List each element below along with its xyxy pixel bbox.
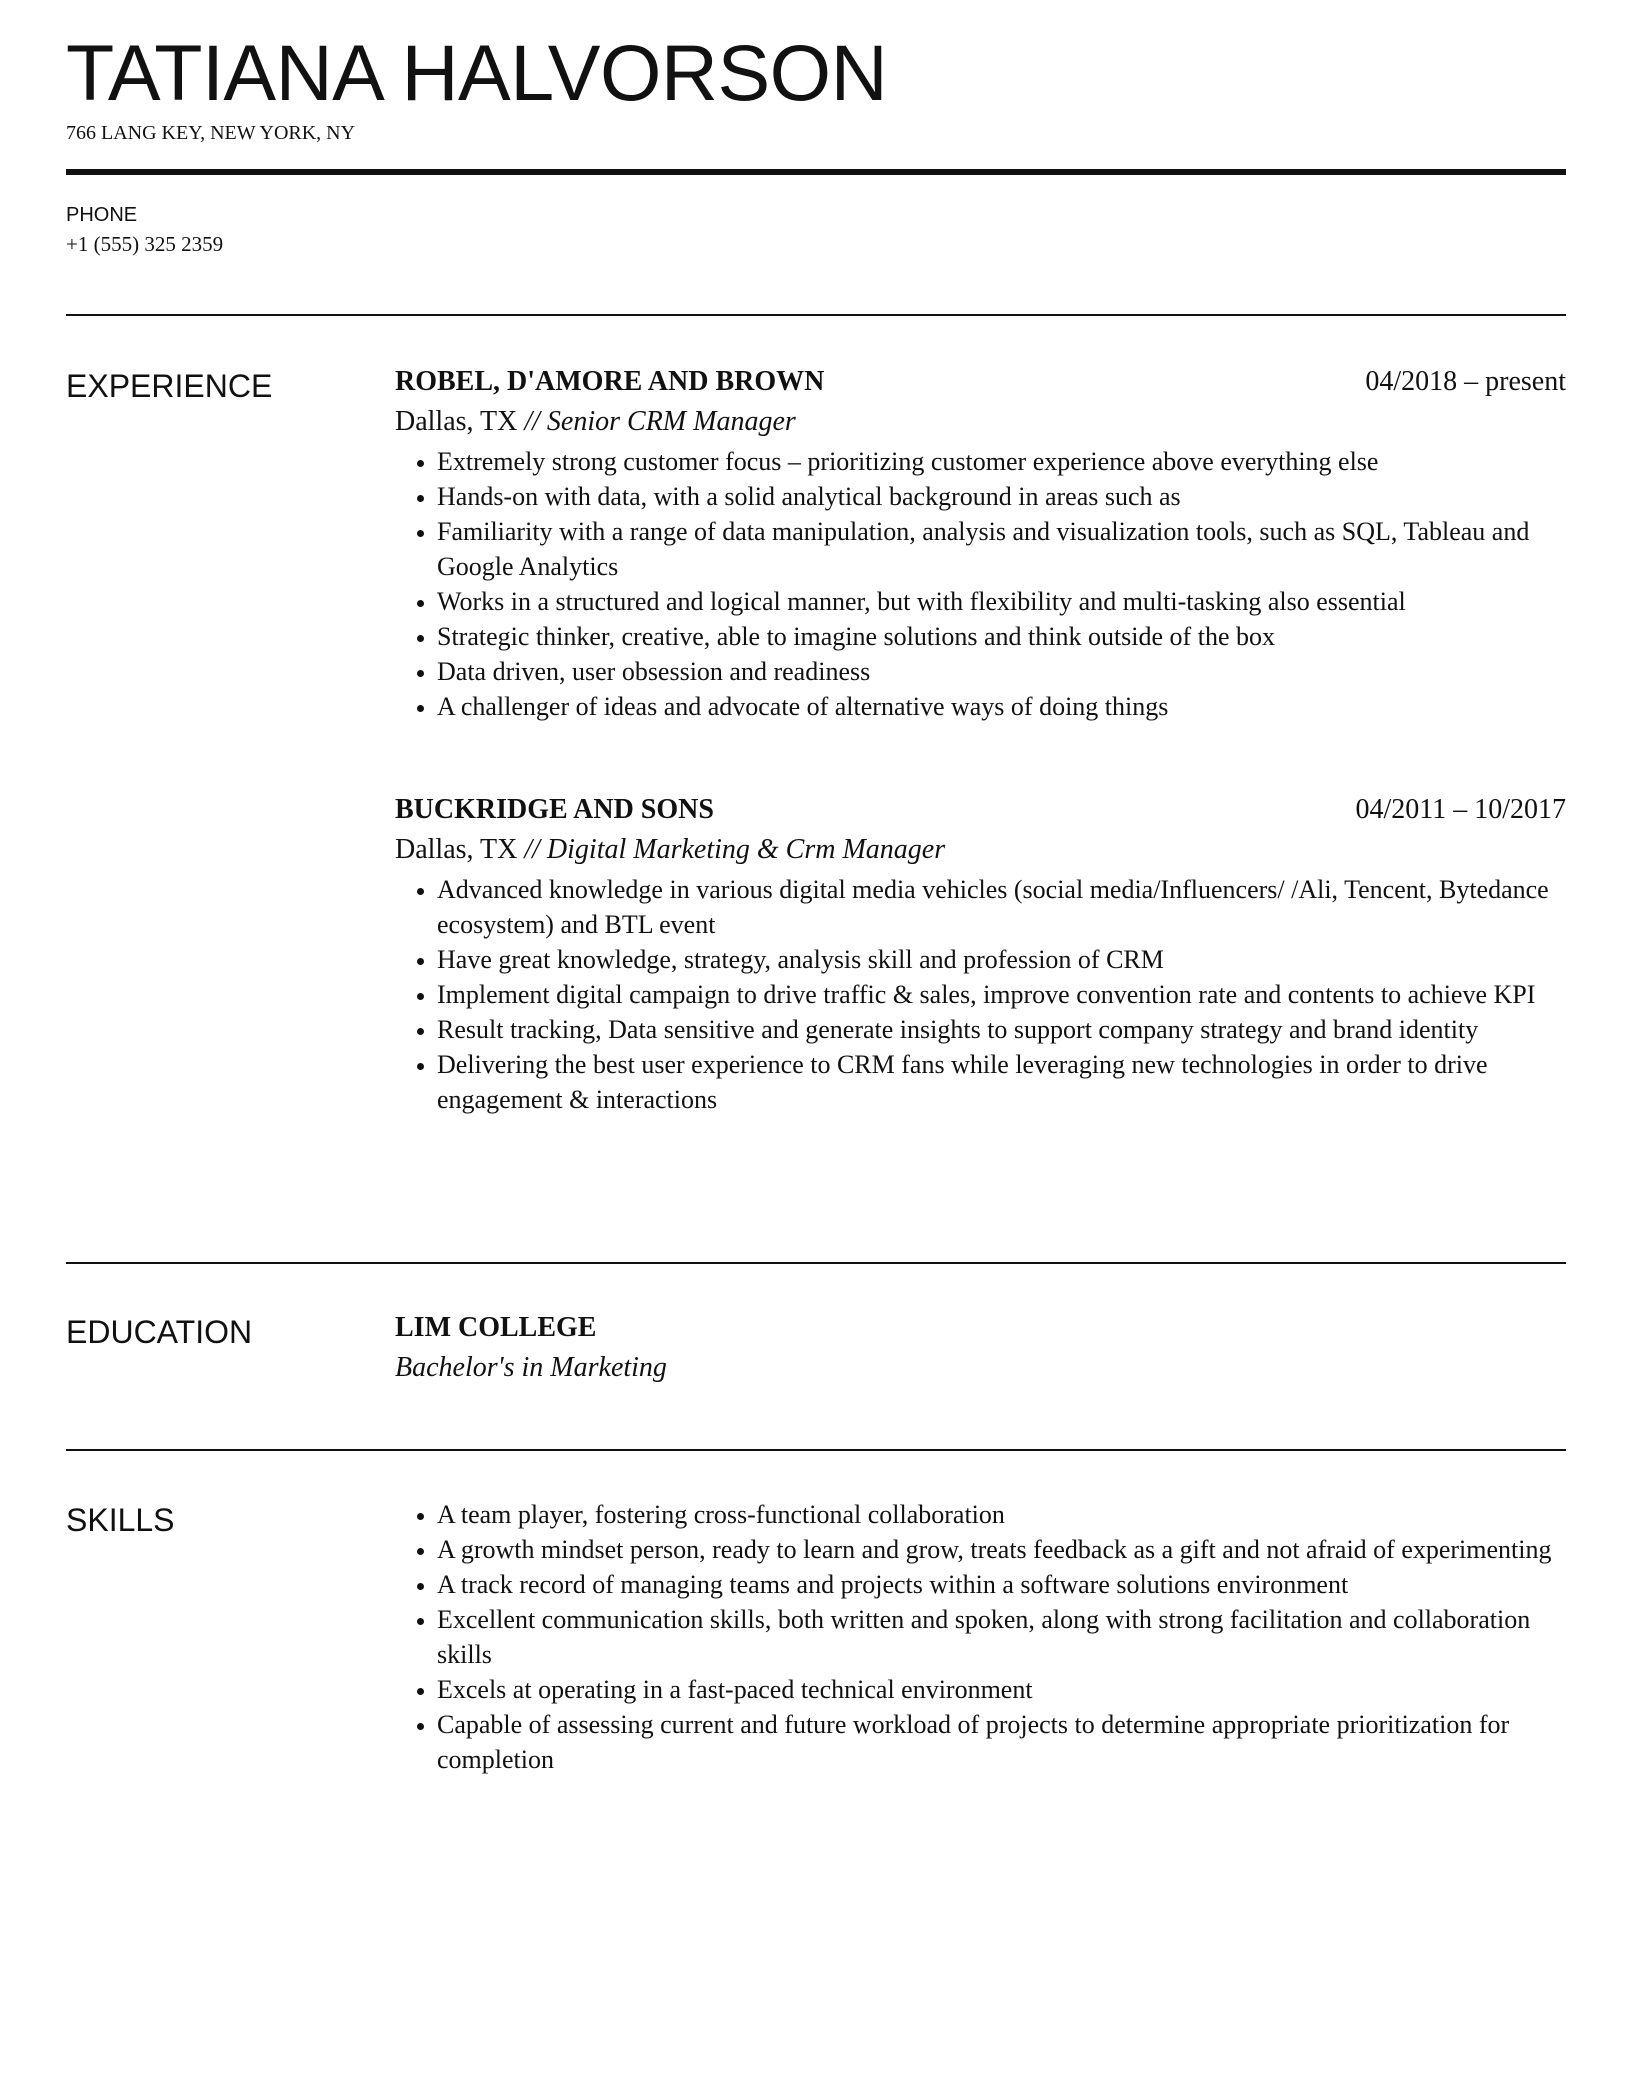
section-divider	[66, 314, 1566, 316]
bullet-item: • Extremely strong customer focus – prioritizing customer experience above everything else	[437, 444, 1566, 479]
skill-item: • Capable of assessing current and future workload of projects to determine appropriate prioritization for completion	[437, 1707, 1566, 1777]
school-name: LIM COLLEGE	[395, 1312, 597, 1343]
job-bullets	[395, 444, 1566, 724]
skill-item: • Excels at operating in a fast-paced technical environment	[437, 1672, 1566, 1707]
bullet-item: • A challenger of ideas and advocate of alternative ways of doing things	[437, 689, 1566, 724]
candidate-name: TATIANA HALVORSON	[66, 28, 888, 117]
company-name: ROBEL, D'AMORE AND BROWN	[395, 366, 825, 397]
bullet-item: • Data driven, user obsession and readiness	[437, 654, 1566, 689]
job-entry	[395, 790, 1566, 1117]
degree: Bachelor's in Marketing	[395, 1352, 667, 1383]
bullet-item: • Implement digital campaign to drive traffic & sales, improve convention rate and contents to achieve KPI	[437, 977, 1566, 1012]
job-dates: 04/2011 – 10/2017	[1355, 794, 1566, 825]
education-entry	[395, 1308, 1566, 1388]
education-heading: EDUCATION	[66, 1314, 253, 1350]
skill-item: • A track record of managing teams and projects within a software solutions environment	[437, 1567, 1566, 1602]
phone-label: PHONE	[66, 204, 138, 226]
skill-item: • A growth mindset person, ready to learn and grow, treats feedback as a gift and not afraid of experimenting	[437, 1532, 1566, 1567]
bullet-item: • Works in a structured and logical manner, but with flexibility and multi-tasking also essential	[437, 584, 1566, 619]
job-entry	[395, 362, 1566, 724]
bullet-item: • Hands-on with data, with a solid analytical background in areas such as	[437, 479, 1566, 514]
skills-list	[395, 1497, 1566, 1777]
bullet-item: • Strategic thinker, creative, able to imagine solutions and think outside of the box	[437, 619, 1566, 654]
phone-value: +1 (555) 325 2359	[66, 232, 224, 256]
job-header	[395, 790, 1566, 830]
bullet-item: • Have great knowledge, strategy, analysis skill and profession of CRM	[437, 942, 1566, 977]
job-separator: //	[517, 834, 547, 865]
bullet-item: • Delivering the best user experience to CRM fans while leveraging new technologies in order to drive engagement & interactions	[437, 1047, 1566, 1117]
job-subline	[395, 402, 1566, 442]
job-separator: //	[517, 406, 547, 437]
candidate-address: 766 LANG KEY, NEW YORK, NY	[66, 122, 356, 144]
experience-heading: EXPERIENCE	[66, 368, 273, 404]
skill-item: • Excellent communication skills, both written and spoken, along with strong facilitation and collaboration skills	[437, 1602, 1566, 1672]
header-divider	[66, 169, 1566, 175]
bullet-item: • Familiarity with a range of data manipulation, analysis and visualization tools, such as SQL, Tableau and Google Analytics	[437, 514, 1566, 584]
bullet-item: • Advanced knowledge in various digital media vehicles (social media/Influencers/ /Ali, Tencent, Bytedance ecosystem) and BTL event	[437, 872, 1566, 942]
company-name: BUCKRIDGE AND SONS	[395, 794, 714, 825]
skills-heading: SKILLS	[66, 1502, 175, 1538]
section-divider	[66, 1449, 1566, 1451]
skills-list-wrap	[395, 1497, 1566, 1777]
skill-item: • A team player, fostering cross-functional collaboration	[437, 1497, 1566, 1532]
bullet-item: • Result tracking, Data sensitive and generate insights to support company strategy and brand identity	[437, 1012, 1566, 1047]
job-dates: 04/2018 – present	[1365, 366, 1566, 397]
job-header	[395, 362, 1566, 402]
job-role: Senior CRM Manager	[546, 406, 796, 437]
job-role: Digital Marketing & Crm Manager	[546, 834, 946, 865]
section-divider	[66, 1262, 1566, 1264]
job-subline	[395, 830, 1566, 870]
job-location: Dallas, TX	[395, 406, 518, 437]
job-location: Dallas, TX	[395, 834, 518, 865]
job-bullets	[395, 872, 1566, 1117]
